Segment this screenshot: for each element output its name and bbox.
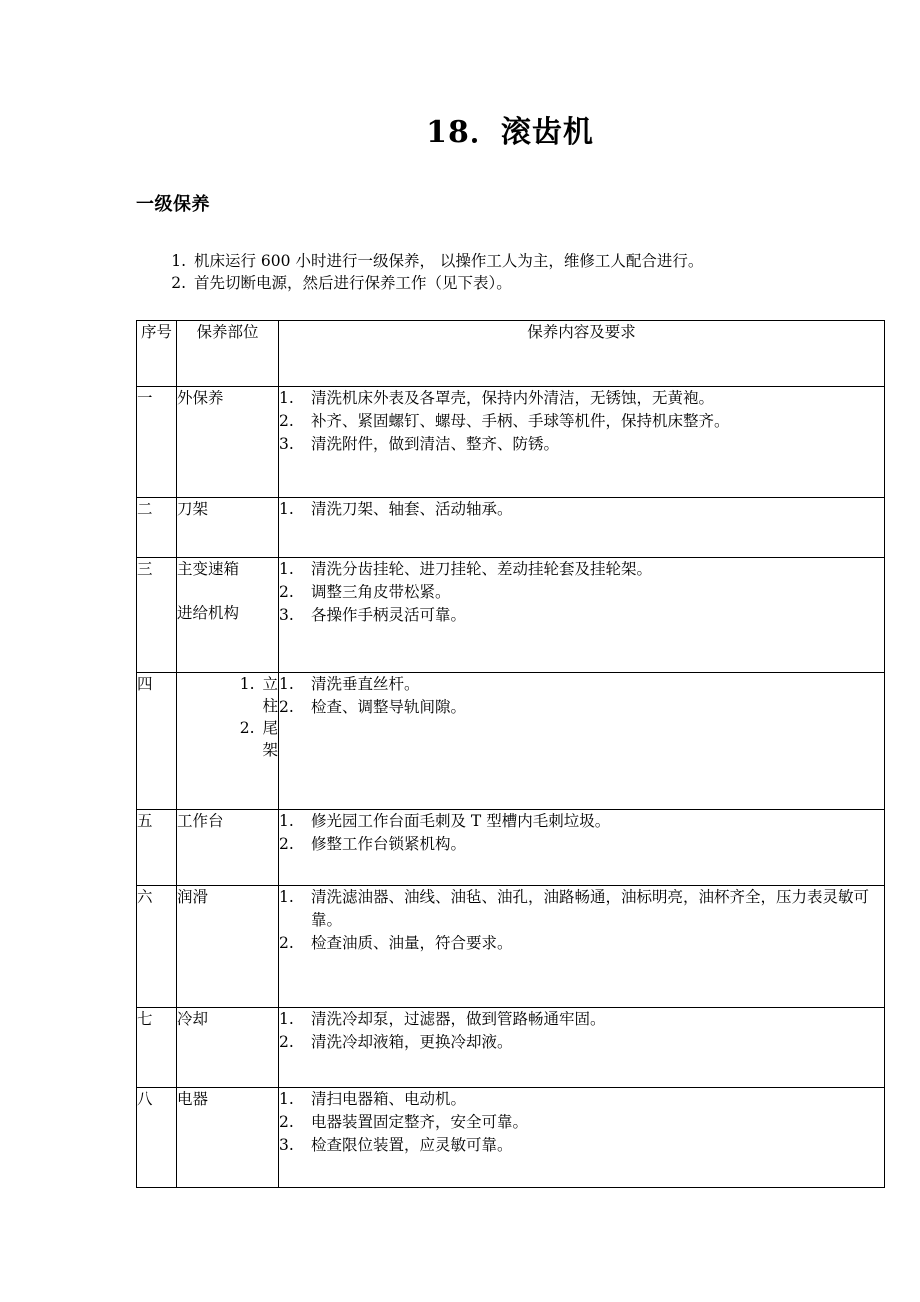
part-line: 电器	[177, 1090, 209, 1108]
content-list-item-number: 2.	[279, 934, 294, 952]
content-list-item-number: 2.	[279, 1033, 294, 1051]
intro-list-item-text: 首先切断电源，然后进行保养工作（见下表）。	[194, 274, 512, 292]
content-list-item-text: 电器装置固定整齐，安全可靠。	[311, 1113, 529, 1131]
table-cell-part	[177, 810, 279, 886]
content-list-item-text: 清洗附件，做到清洁、整齐、防锈。	[311, 435, 560, 453]
table-cell-content	[279, 387, 885, 498]
content-list-item	[279, 696, 884, 719]
part-line: 冷却	[177, 1010, 209, 1028]
content-list-item-number: 1.	[279, 1090, 294, 1108]
table-row	[137, 886, 885, 1008]
content-list-item-text: 清洗机床外表及各罩壳，保持内外清洁，无锈蚀，无黄袍。	[311, 389, 715, 407]
content-list-item	[279, 886, 884, 932]
part-sub-item-text: 立柱	[262, 675, 279, 715]
part-line: 主变速箱	[177, 560, 240, 578]
part-line: 润滑	[177, 888, 209, 906]
column-header-part: 保养部位	[177, 321, 279, 387]
table-cell-index: 五	[137, 810, 177, 886]
content-list-item-number: 2.	[279, 583, 294, 601]
table-cell-index: 七	[137, 1008, 177, 1088]
content-list-item	[279, 498, 884, 521]
content-list-item	[279, 581, 884, 604]
content-list-item-text: 清洗垂直丝杆。	[311, 675, 420, 693]
content-list-item-number: 2.	[279, 835, 294, 853]
intro-list-item	[160, 250, 880, 272]
table-cell-part	[177, 673, 279, 810]
content-list-item-text: 清洗刀架、轴套、活动轴承。	[311, 500, 513, 518]
content-list-item	[279, 387, 884, 410]
content-list-item	[279, 1088, 884, 1111]
table-cell-index: 三	[137, 558, 177, 673]
content-list-item-number: 1.	[279, 389, 294, 407]
table-cell-content	[279, 673, 885, 810]
table-row	[137, 673, 885, 810]
content-list-item-text: 检查油质、油量，符合要求。	[311, 934, 513, 952]
table-cell-part	[177, 886, 279, 1008]
page-title: 18．滚齿机	[426, 115, 594, 150]
content-list-item	[279, 1031, 884, 1054]
content-list-item	[279, 1134, 884, 1157]
content-list-item-text: 调整三角皮带松紧。	[311, 583, 451, 601]
table-cell-index: 四	[137, 673, 177, 810]
intro-list-item-number: 2.	[171, 274, 186, 292]
part-line: 外保养	[177, 389, 224, 407]
content-list-item	[279, 604, 884, 627]
part-sub-item-number: 2.	[239, 719, 255, 737]
content-list-item-text: 清洗冷却泵，过滤器，做到管路畅通牢固。	[311, 1010, 606, 1028]
section-heading-level-one-maintenance: 一级保养	[136, 194, 210, 215]
part-line: 刀架	[177, 500, 209, 518]
content-list-item	[279, 810, 884, 833]
table-row	[137, 558, 885, 673]
content-list-item-number: 2.	[279, 698, 294, 716]
content-list-item-text: 检查限位装置，应灵敏可靠。	[311, 1136, 513, 1154]
content-list-item-text: 修光园工作台面毛刺及 T 型槽内毛刺垃圾。	[311, 812, 611, 830]
content-list-item-number: 1.	[279, 1010, 294, 1028]
table-cell-part	[177, 1088, 279, 1188]
table-cell-content	[279, 498, 885, 558]
table-cell-index: 二	[137, 498, 177, 558]
content-list-item-text: 检查、调整导轨间隙。	[311, 698, 467, 716]
content-list-item-number: 1.	[279, 812, 294, 830]
table-cell-part	[177, 498, 279, 558]
part-sub-item-text: 尾架	[262, 719, 279, 759]
part-line-spacer	[177, 580, 278, 602]
part-sub-item	[177, 673, 278, 717]
content-list-item	[279, 410, 884, 433]
table-row	[137, 810, 885, 886]
content-list-item-text: 各操作手柄灵活可靠。	[311, 606, 467, 624]
table-header-row	[137, 321, 885, 387]
table-row	[137, 387, 885, 498]
content-list-item	[279, 673, 884, 696]
table-cell-index: 六	[137, 886, 177, 1008]
intro-list-item-text: 机床运行 600 小时进行一级保养， 以操作工人为主，维修工人配合进行。	[194, 252, 704, 270]
intro-list-item-number: 1.	[171, 252, 186, 270]
content-list-item-number: 3.	[279, 606, 294, 624]
content-list-item	[279, 833, 884, 856]
table-cell-content	[279, 1008, 885, 1088]
table-row	[137, 1008, 885, 1088]
content-list-item-text: 补齐、紧固螺钉、螺母、手柄、手球等机件，保持机床整齐。	[311, 412, 730, 430]
content-list-item	[279, 932, 884, 955]
content-list-item-text: 清扫电器箱、电动机。	[311, 1090, 467, 1108]
table-cell-index: 八	[137, 1088, 177, 1188]
table-cell-part	[177, 1008, 279, 1088]
table-row	[137, 1088, 885, 1188]
table-cell-part	[177, 387, 279, 498]
content-list-item-text: 清洗冷却液箱，更换冷却液。	[311, 1033, 513, 1051]
content-list-item-number: 1.	[279, 560, 294, 578]
content-list-item-text: 清洗分齿挂轮、进刀挂轮、差动挂轮套及挂轮架。	[311, 560, 653, 578]
column-header-index: 序号	[137, 321, 177, 387]
column-header-content: 保养内容及要求	[279, 321, 885, 387]
part-sub-item	[177, 717, 278, 761]
part-line: 进给机构	[177, 604, 240, 622]
part-sub-item-number: 1.	[239, 675, 255, 693]
content-list-item-number: 1.	[279, 675, 294, 693]
content-list-item-number: 3.	[279, 435, 294, 453]
content-list-item	[279, 558, 884, 581]
table-cell-part	[177, 558, 279, 673]
table-cell-index: 一	[137, 387, 177, 498]
content-list-item	[279, 433, 884, 456]
content-list-item	[279, 1008, 884, 1031]
content-list-item-number: 3.	[279, 1136, 294, 1154]
content-list-item-number: 2.	[279, 1113, 294, 1131]
content-list-item	[279, 1111, 884, 1134]
maintenance-table	[136, 320, 885, 1188]
table-row	[137, 498, 885, 558]
content-list-item-number: 1.	[279, 888, 294, 906]
content-list-item-number: 1.	[279, 500, 294, 518]
table-cell-content	[279, 886, 885, 1008]
table-cell-content	[279, 1088, 885, 1188]
part-line: 工作台	[177, 812, 224, 830]
intro-ordered-list	[160, 250, 880, 294]
intro-list-item	[160, 272, 880, 294]
table-cell-content	[279, 558, 885, 673]
content-list-item-text: 修整工作台锁紧机构。	[311, 835, 467, 853]
content-list-item-number: 2.	[279, 412, 294, 430]
table-cell-content	[279, 810, 885, 886]
content-list-item-text: 清洗滤油器、油线、油毡、油孔，油路畅通，油标明亮，油杯齐全，压力表灵敏可靠。	[311, 888, 870, 929]
